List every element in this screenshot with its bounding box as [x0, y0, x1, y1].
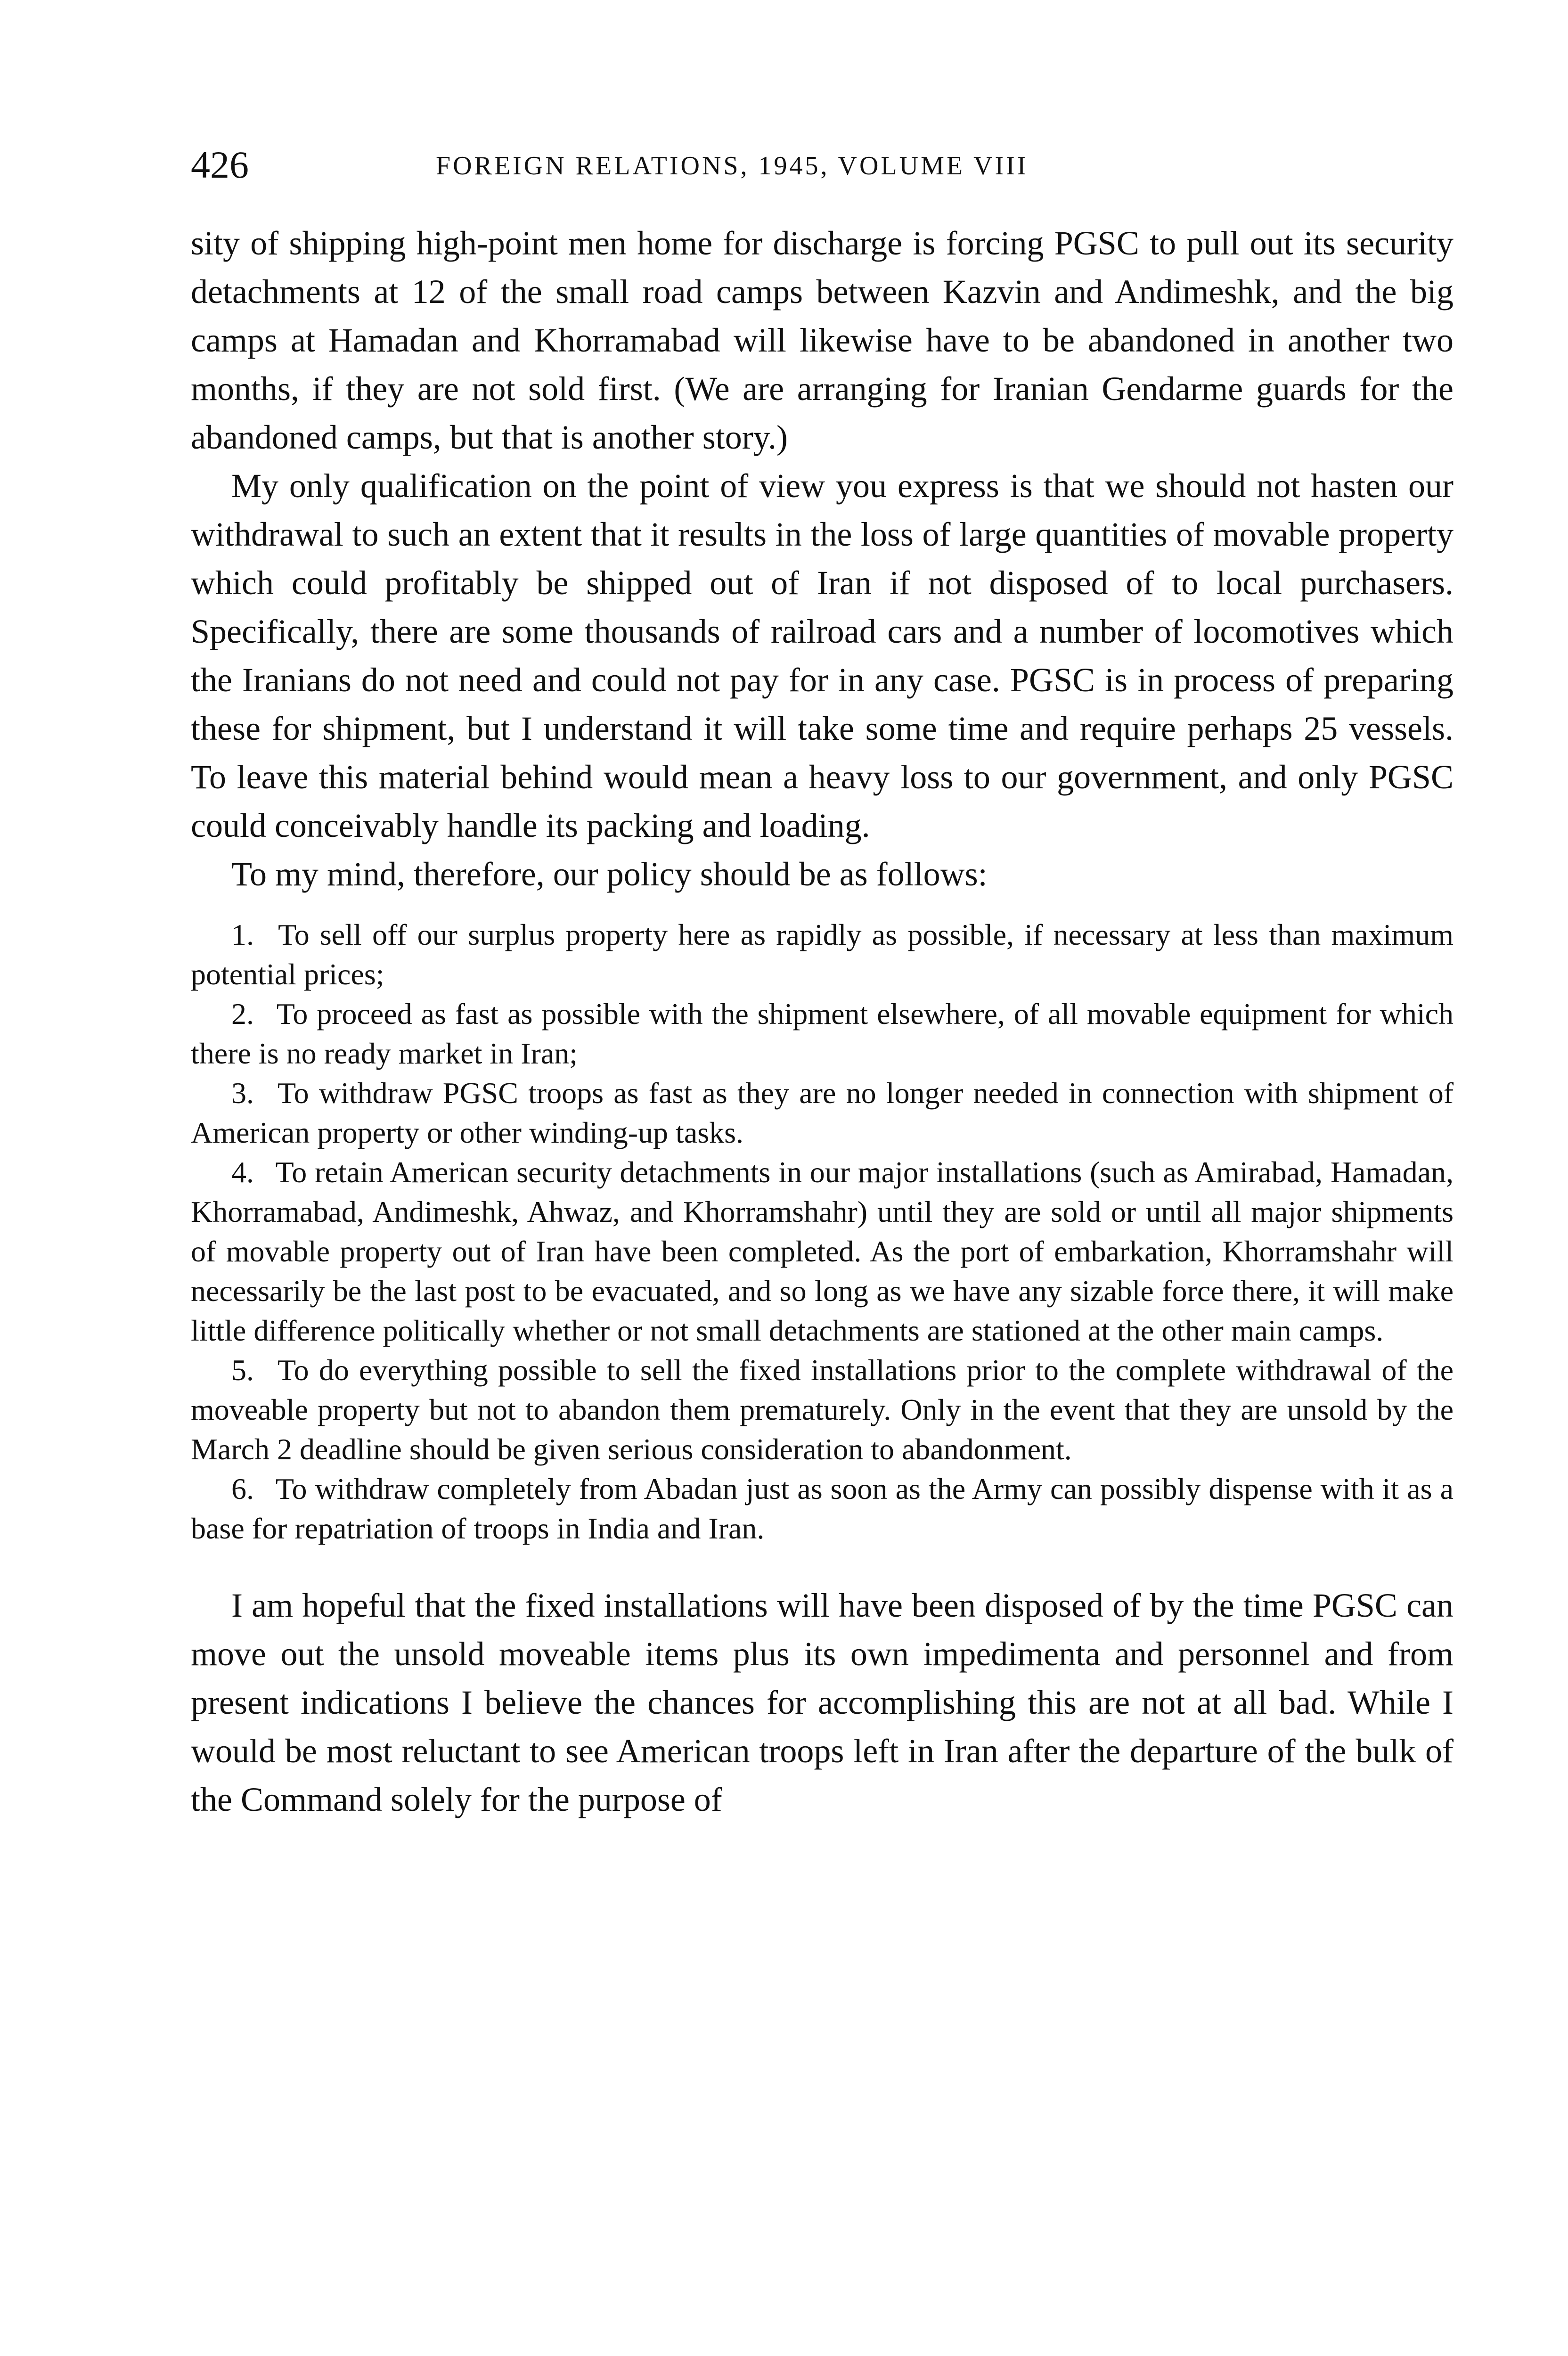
- policy-item: [191, 1350, 1454, 1469]
- policy-item-number: 5.: [231, 1353, 254, 1387]
- paragraph-qualification: My only qualification on the point of view you express is that we should not hasten our withdrawal to such an extent that it results in the loss of large quantities of movable property which could profitably be shipped out of Iran if not disposed of to local purchasers. Specifically, there are some thousands of railroad cars and a number of locomotives which the Iranians do not need and could not pay for in any case. PGSC is in process of preparing these for shipment, but I understand it will take some time and require perhaps 25 vessels. To leave this material behind would mean a heavy loss to our government, and only PGSC could conceivably handle its packing and loading.: [191, 467, 1454, 844]
- policy-item: [191, 915, 1454, 994]
- page-number: 426: [191, 143, 249, 186]
- policy-item: [191, 994, 1454, 1073]
- policy-item-text: To do everything possible to sell the fixed installations prior to the complete withdrawal of the moveable property but not to abandon them prematurely. Only in the event that they are unsold by the March 2 deadline should be given serious consideration to abandonment.: [191, 1353, 1454, 1466]
- policy-item-text: To withdraw PGSC troops as fast as they are no longer needed in connection with shipment of American property or other winding-up tasks.: [191, 1076, 1454, 1149]
- policy-item-number: 3.: [231, 1076, 254, 1110]
- paragraph-policy-intro: To my mind, therefore, our policy should be as follows:: [231, 855, 988, 893]
- policy-item: [191, 1073, 1454, 1153]
- policy-item-text: To sell off our surplus property here as rapidly as possible, if necessary at less than maximum potential prices;: [191, 918, 1454, 991]
- document-body: [191, 219, 1454, 1824]
- policy-item-number: 4.: [231, 1155, 254, 1189]
- document-page: [191, 141, 1454, 1824]
- paragraph-continuation: sity of shipping high-point men home for discharge is forcing PGSC to pull out its security detachments at 12 of the small road camps between Kazvin and Andimeshk, and the big camps at Hamadan and Khorramabad will likewise have to be abandoned in another two months, if they are not sold first. (We are arranging for Iranian Gendarme guards for the abandoned camps, but that is another story.): [191, 224, 1454, 456]
- policy-item: [191, 1153, 1454, 1350]
- policy-list: [191, 915, 1454, 1548]
- policy-item: [191, 1469, 1454, 1548]
- policy-item-text: To withdraw completely from Abadan just as soon as the Army can possibly dispense with it as a base for repatriation of troops in India and Iran.: [191, 1472, 1454, 1545]
- policy-item-number: 6.: [231, 1472, 254, 1505]
- policy-item-text: To retain American security detachments in our major installations (such as Amirabad, Hamadan, Khorramabad, Andimeshk, Ahwaz, and Khorramshahr) until they are sold or until all major shipments of movable property out of Iran have been completed. As the port of embarkation, Khorramshahr will necessarily be the last post to be evacuated, and so long as we have any sizable force there, it will make little difference politically whether or not small detachments are stationed at the other main camps.: [191, 1155, 1454, 1347]
- policy-item-number: 1.: [231, 918, 254, 951]
- policy-item-text: To proceed as fast as possible with the shipment elsewhere, of all movable equipment for which there is no ready market in Iran;: [191, 997, 1454, 1070]
- running-header: [191, 141, 1454, 198]
- paragraph-closing: I am hopeful that the fixed installations will have been disposed of by the time PGSC can move out the unsold moveable items plus its own impedimenta and personnel and from present indications I believe the chances for accomplishing this are not at all bad. While I would be most reluctant to see American troops left in Iran after the departure of the bulk of the Command solely for the purpose of: [191, 1587, 1454, 1818]
- policy-item-number: 2.: [231, 997, 254, 1031]
- running-title: FOREIGN RELATIONS, 1945, VOLUME VIII: [436, 151, 1029, 180]
